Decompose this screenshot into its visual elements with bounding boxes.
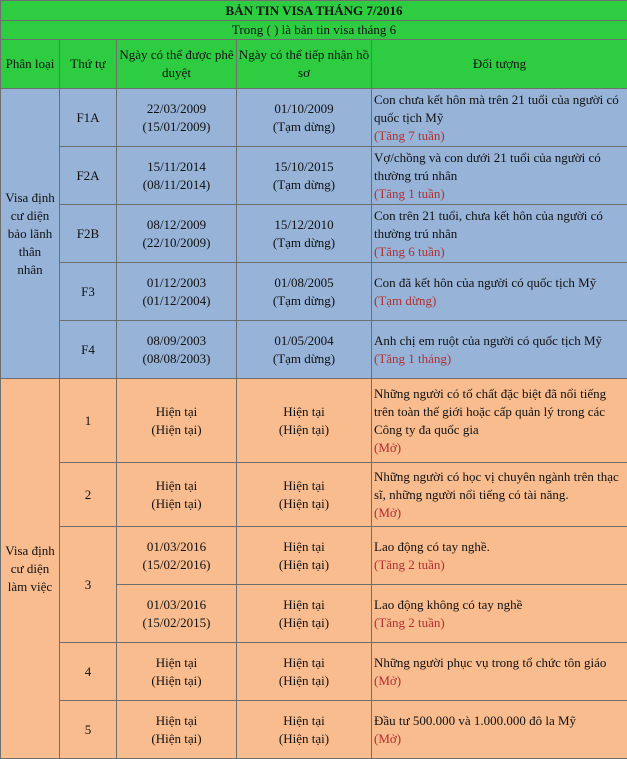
approval-cell: Hiện tại (Hiện tại) (117, 379, 237, 463)
header-category: Phân loại (1, 40, 60, 89)
order-cell: F2B (60, 205, 117, 263)
target-cell: Lao động có tay nghề. (Tăng 2 tuần) (372, 527, 627, 585)
order-cell: 2 (60, 463, 117, 527)
order-cell: 4 (60, 643, 117, 701)
target-cell: Con chưa kết hôn mà trên 21 tuổi của người có quốc tịch Mỹ (Tăng 7 tuần) (372, 89, 627, 147)
table-row (1, 643, 627, 701)
target-cell: Đầu tư 500.000 và 1.000.000 đô la Mỹ (Mở) (372, 701, 627, 759)
page-subtitle: Trong ( ) là bản tin visa tháng 6 (1, 21, 627, 40)
approval-cell: 22/03/2009 (15/01/2009) (117, 89, 237, 147)
header-receive: Ngày có thể tiếp nhận hồ sơ (237, 40, 372, 89)
subtitle-row (1, 21, 627, 40)
order-cell: 5 (60, 701, 117, 759)
page-title: BẢN TIN VISA THÁNG 7/2016 (1, 1, 627, 21)
approval-cell: 01/12/2003 (01/12/2004) (117, 263, 237, 321)
approval-cell: 01/03/2016 (15/02/2016) (117, 527, 237, 585)
approval-cell: 08/09/2003 (08/08/2003) (117, 321, 237, 379)
category-family: Visa định cư diện bảo lãnh thân nhân (1, 89, 60, 379)
table-row (1, 321, 627, 379)
target-cell: Vợ/chồng và con dưới 21 tuổi của người có thường trú nhân (Tăng 1 tuần) (372, 147, 627, 205)
table-row (1, 463, 627, 527)
target-cell: Lao động không có tay nghề (Tăng 2 tuần) (372, 585, 627, 643)
receive-cell: 01/05/2004 (Tạm dừng) (237, 321, 372, 379)
order-cell: F2A (60, 147, 117, 205)
receive-cell: Hiện tại (Hiện tại) (237, 643, 372, 701)
target-cell: Những người có tố chất đặc biệt đã nổi tiếng trên toàn thế giới hoặc cấp quản lý trong các Công ty đa quốc gia (Mở) (372, 379, 627, 463)
title-row (1, 1, 627, 21)
receive-cell: Hiện tại (Hiện tại) (237, 701, 372, 759)
receive-cell: Hiện tại (Hiện tại) (237, 379, 372, 463)
table-row (1, 205, 627, 263)
approval-cell: 08/12/2009 (22/10/2009) (117, 205, 237, 263)
receive-cell: 15/12/2010 (Tạm dừng) (237, 205, 372, 263)
header-approval: Ngày có thể được phê duyệt (117, 40, 237, 89)
receive-cell: 01/08/2005 (Tạm dừng) (237, 263, 372, 321)
table-row (1, 147, 627, 205)
header-order: Thứ tự (60, 40, 117, 89)
header-row (1, 40, 627, 89)
order-cell: F4 (60, 321, 117, 379)
target-cell: Những người phục vụ trong tổ chức tôn giáo (Mở) (372, 643, 627, 701)
approval-cell: 01/03/2016 (15/02/2015) (117, 585, 237, 643)
order-cell: 1 (60, 379, 117, 463)
target-cell: Anh chị em ruột của người có quốc tịch Mỹ (Tăng 1 tháng) (372, 321, 627, 379)
order-cell: 3 (60, 527, 117, 643)
receive-cell: Hiện tại (Hiện tại) (237, 585, 372, 643)
order-cell: F3 (60, 263, 117, 321)
table-row (1, 527, 627, 585)
approval-cell: 15/11/2014 (08/11/2014) (117, 147, 237, 205)
category-work: Visa định cư diện làm việc (1, 379, 60, 759)
receive-cell: 15/10/2015 (Tạm dừng) (237, 147, 372, 205)
target-cell: Những người có học vị chuyên ngành trên thạc sĩ, những người nổi tiếng có tài năng. (Mở) (372, 463, 627, 527)
table-row (1, 701, 627, 759)
approval-cell: Hiện tại (Hiện tại) (117, 643, 237, 701)
receive-cell: 01/10/2009 (Tạm dừng) (237, 89, 372, 147)
target-cell: Con trên 21 tuổi, chưa kết hôn của người có thường trú nhân (Tăng 6 tuần) (372, 205, 627, 263)
target-cell: Con đã kết hôn của người có quốc tịch Mỹ (Tạm dừng) (372, 263, 627, 321)
receive-cell: Hiện tại (Hiện tại) (237, 527, 372, 585)
approval-cell: Hiện tại (Hiện tại) (117, 463, 237, 527)
order-cell: F1A (60, 89, 117, 147)
header-target: Đối tượng (372, 40, 627, 89)
table-row (1, 379, 627, 463)
receive-cell: Hiện tại (Hiện tại) (237, 463, 372, 527)
table-row (1, 89, 627, 147)
table-row (1, 263, 627, 321)
approval-cell: Hiện tại (Hiện tại) (117, 701, 237, 759)
